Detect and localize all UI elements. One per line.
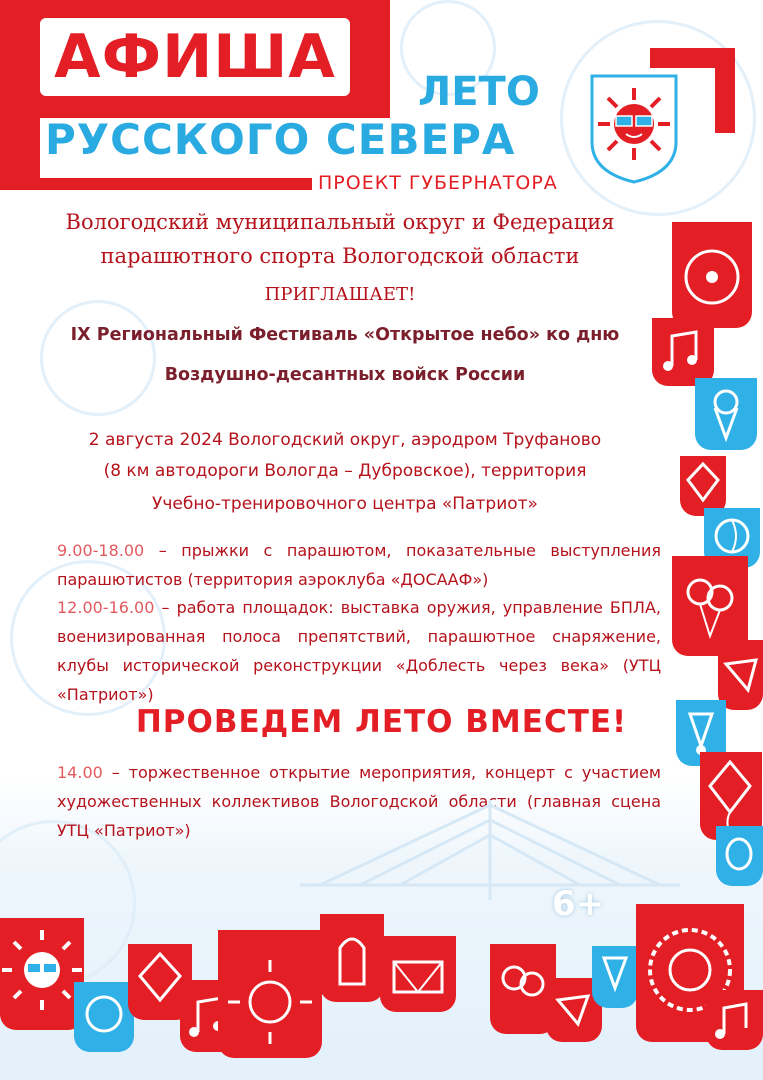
schedule-description: – работа площадок: выставка оружия, управление БПЛА, военизированная полоса препятствий, парашютное снаряжение, клубы исторической реконструкции «Доблесть через века» (УТЦ «Патриот») xyxy=(57,598,661,704)
russkogo-severa-title: РУССКОГО СЕВЕРА xyxy=(45,115,516,164)
tile-window xyxy=(320,914,384,1002)
tile-ice-cream xyxy=(695,378,757,450)
tile-drum xyxy=(380,936,456,1012)
schedule-description: – прыжки с парашютом, показательные выступления парашютистов (территория аэроклуба «ДОСААФ») xyxy=(57,541,661,589)
music-note-icon xyxy=(706,990,763,1050)
governor-project-label: ПРОЕКТ ГУБЕРНАТОРА xyxy=(318,172,558,194)
festival-title-line-2: Воздушно-десантных войск России xyxy=(164,365,526,385)
header-banner-tail xyxy=(0,118,40,178)
organizer-line-2: парашютного спорта Вологодской области xyxy=(100,244,580,268)
theatre-mask-icon xyxy=(716,826,763,886)
afisha-title: АФИША xyxy=(54,22,336,92)
schedule-time: 12.00-16.00 xyxy=(57,598,155,617)
sun-icon xyxy=(218,930,322,1058)
sun-emblem-icon xyxy=(588,72,680,184)
volleyball-icon xyxy=(74,982,134,1052)
tile-sun xyxy=(0,918,84,1030)
schedule-time: 9.00-18.00 xyxy=(57,541,145,560)
tile-mask xyxy=(716,826,763,886)
bridge-illustration xyxy=(300,790,680,920)
venue-line-3: Учебно-тренировочного центра «Патриот» xyxy=(152,494,538,514)
tile-music-3 xyxy=(706,990,763,1050)
organizer-line-1: Вологодский муниципальный округ и Федерация xyxy=(65,210,615,234)
invites-label: ПРИГЛАШАЕТ! xyxy=(264,284,416,305)
festival-title-line-1: IX Региональный Фестиваль «Открытое небо» ко дню xyxy=(70,325,620,345)
drum-icon xyxy=(380,936,456,1012)
tile-kite xyxy=(680,456,726,516)
shuttlecock-icon xyxy=(592,946,638,1008)
venue-line-2: (8 км автодороги Вологда – Дубровское), территория xyxy=(103,461,587,481)
tile-bird xyxy=(672,222,752,328)
header-underline xyxy=(0,178,312,190)
schedule-item xyxy=(57,536,661,594)
tile-volleyball-2 xyxy=(74,982,134,1052)
age-rating: 6+ xyxy=(552,884,605,924)
tile-shuttlecock-2 xyxy=(592,946,638,1008)
leto-title: ЛЕТО xyxy=(418,69,540,115)
slogan: ПРОВЕДЕМ ЛЕТО ВМЕСТЕ! xyxy=(135,704,628,740)
sun-icon xyxy=(0,918,84,1030)
schedule-item xyxy=(57,593,661,709)
music-note-icon xyxy=(652,318,714,386)
kite-icon xyxy=(680,456,726,516)
schedule-description: – торжественное открытие мероприятия, концерт с участием художественных коллективов Вологодской области (главная сцена УТЦ «Патриот») xyxy=(57,763,661,840)
bird-ornament-icon xyxy=(672,222,752,328)
tile-sun-2 xyxy=(218,930,322,1058)
tile-music xyxy=(652,318,714,386)
schedule-time: 14.00 xyxy=(57,763,103,782)
carved-window-icon xyxy=(320,914,384,1002)
ice-cream-icon xyxy=(695,378,757,450)
venue-line-1: 2 августа 2024 Вологодский округ, аэродром Труфаново xyxy=(88,430,602,450)
